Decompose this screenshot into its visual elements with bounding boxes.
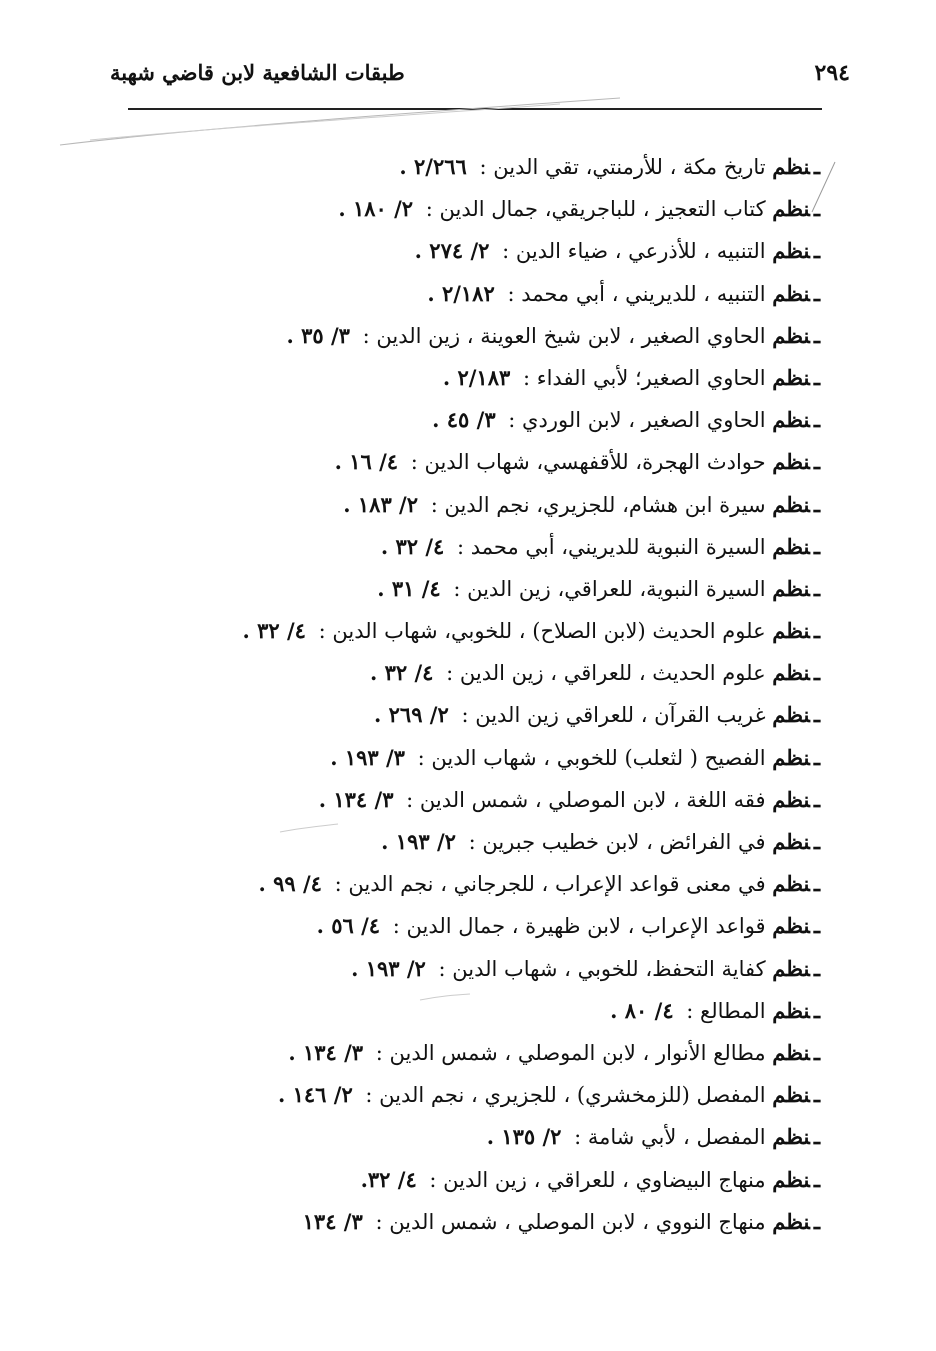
entry-reference: ٢/ ١٨٣ . <box>343 491 419 517</box>
list-item <box>100 779 820 821</box>
entry-keyword: نظم <box>772 1082 810 1108</box>
list-item <box>100 863 820 905</box>
entry-text: المطالع : <box>686 998 766 1023</box>
entry-keyword: نظم <box>772 533 810 559</box>
list-item <box>100 230 820 272</box>
running-title: طبقات الشافعية لابن قاضي شهبة <box>110 60 405 85</box>
entry-dash: ـ <box>813 829 820 854</box>
entry-reference: ٤/ ٣٢ . <box>242 618 306 644</box>
entry-text: الحاوي الصغير ، لابن شيخ العوينة ، زين الدين : <box>362 323 766 348</box>
entry-keyword: نظم <box>772 618 810 644</box>
entry-reference: ٤/ ٣١ . <box>377 575 441 601</box>
entry-text: منهاج البيضاوي ، للعراقي ، زين الدين : <box>429 1167 766 1192</box>
entry-keyword: نظم <box>772 913 810 939</box>
entry-dash: ـ <box>813 744 820 770</box>
list-item <box>100 905 820 947</box>
entry-reference: ٤/ ١٦ . <box>334 449 399 475</box>
entry-keyword: نظم <box>772 702 810 728</box>
page-number: ٢٩٤ <box>814 60 850 86</box>
entry-reference: ٢/ ١٣٥ . <box>486 1124 562 1150</box>
entry-text: الحاوي الصغير؛ لأبي الفداء : <box>522 365 766 390</box>
header-rule <box>128 108 822 110</box>
entry-reference: ٢/ ٢٧٤ . <box>414 238 490 264</box>
entry-dash: ـ <box>813 1208 820 1234</box>
entry-text: غريب القرآن ، للعراقي زين الدين : <box>461 703 766 728</box>
entry-reference: ٢/ ١٩٣ . <box>381 829 456 854</box>
entry-dash: ـ <box>813 955 820 981</box>
list-item <box>100 1159 820 1201</box>
entry-reference: ٣/ ١٣٤ . <box>288 1039 364 1065</box>
entry-text: تاريخ مكة ، للأرمنتي، تقي الدين : <box>479 155 766 179</box>
entry-keyword: نظم <box>772 744 810 770</box>
entry-reference: ٣/ ١٣٤ <box>302 1208 363 1234</box>
entry-reference: ٢/ ١٨٠ . <box>338 196 414 222</box>
entry-text: المفصل (للزمخشري) ، للجزيري ، نجم الدين : <box>365 1083 766 1108</box>
entries-list <box>100 146 820 1243</box>
list-item <box>100 188 820 230</box>
entry-keyword: نظم <box>772 1039 810 1065</box>
entry-keyword: نظم <box>772 154 810 179</box>
list-item <box>100 273 820 315</box>
list-item <box>100 1201 820 1243</box>
entry-dash: ـ <box>813 618 820 644</box>
list-item <box>100 1074 820 1116</box>
entry-text: في معنى قواعد الإعراب ، للجرجاني ، نجم الدين : <box>334 872 766 897</box>
list-item <box>100 610 820 652</box>
list-item <box>100 821 820 863</box>
list-item <box>100 1032 820 1074</box>
entry-text: فقه اللغة ، لابن الموصلي ، شمس الدين : <box>406 787 766 812</box>
entry-dash: ـ <box>813 1039 820 1065</box>
entry-reference: ٣/ ٤٥ . <box>432 407 496 433</box>
entry-reference: ٢/ ٢٦٩ . <box>374 702 449 728</box>
entry-dash: ـ <box>813 154 820 179</box>
entry-dash: ـ <box>813 449 820 475</box>
entry-text: الحاوي الصغير ، لابن الوردي : <box>508 408 766 433</box>
entry-keyword: نظم <box>772 871 810 897</box>
list-item <box>100 948 820 990</box>
entry-dash: ـ <box>813 702 820 728</box>
list-item <box>100 441 820 483</box>
entry-keyword: نظم <box>772 491 810 517</box>
entry-keyword: نظم <box>772 829 810 854</box>
entry-reference: ٣/ ١٩٣ . <box>330 744 405 770</box>
entry-dash: ـ <box>813 280 820 306</box>
list-item <box>100 399 820 441</box>
entry-keyword: نظم <box>772 1124 810 1150</box>
entry-text: في الفرائض ، لابن خطيب جبرين : <box>468 830 766 854</box>
entry-keyword: نظم <box>772 575 810 601</box>
entry-dash: ـ <box>813 322 820 348</box>
list-item <box>100 526 820 568</box>
page-header <box>110 58 850 98</box>
entry-keyword: نظم <box>772 238 810 264</box>
list-item <box>100 484 820 526</box>
entry-dash: ـ <box>813 997 820 1023</box>
entry-keyword: نظم <box>772 364 810 390</box>
entry-text: الفصيح ( لثعلب) للخوبي ، شهاب الدين : <box>417 745 766 770</box>
entry-reference: ٤/ ٨٠ . <box>610 997 674 1023</box>
entry-text: منهاج النووي ، لابن الموصلي ، شمس الدين : <box>375 1209 766 1234</box>
entry-reference: ٤/ ٣٢ . <box>380 533 445 559</box>
entry-reference: ٢/ ١٤٦ . <box>278 1082 353 1108</box>
entry-keyword: نظم <box>772 196 810 222</box>
list-item <box>100 315 820 357</box>
entry-dash: ـ <box>813 871 820 897</box>
entry-dash: ـ <box>813 786 820 812</box>
list-item <box>100 146 820 188</box>
entry-keyword: نظم <box>772 660 810 686</box>
entry-text: المفصل ، لأبي شامة : <box>574 1125 766 1150</box>
entry-keyword: نظم <box>772 407 810 433</box>
entry-keyword: نظم <box>772 322 810 348</box>
list-item <box>100 357 820 399</box>
entry-dash: ـ <box>813 660 820 686</box>
list-item <box>100 1116 820 1158</box>
list-item <box>100 694 820 736</box>
entry-keyword: نظم <box>772 1208 810 1234</box>
entry-keyword: نظم <box>772 280 810 306</box>
entry-reference: ٢/١٨٣ . <box>442 364 511 390</box>
entry-dash: ـ <box>813 1082 820 1108</box>
entry-keyword: نظم <box>772 955 810 981</box>
entry-reference: ٤/ ٣٢. <box>360 1166 417 1192</box>
list-item <box>100 652 820 694</box>
entry-text: التنبيه ، للأذرعي ، ضياء الدين : <box>502 239 766 264</box>
entry-text: علوم الحديث ، للعراقي ، زين الدين : <box>446 661 766 686</box>
entry-reference: ٤/ ٩٩ . <box>258 871 322 897</box>
entry-dash: ـ <box>813 196 820 222</box>
entry-reference: ٢/ ١٩٣ . <box>351 955 426 981</box>
entry-text: كتاب التعجيز ، للباجريقي، جمال الدين : <box>425 197 766 222</box>
entry-dash: ـ <box>813 238 820 264</box>
entry-dash: ـ <box>813 575 820 601</box>
entry-dash: ـ <box>813 913 820 939</box>
entry-dash: ـ <box>813 1124 820 1150</box>
entry-dash: ـ <box>813 491 820 517</box>
list-item <box>100 568 820 610</box>
entry-text: مطالع الأنوار ، لابن الموصلي ، شمس الدين : <box>375 1040 766 1065</box>
entry-reference: ٣/ ١٣٤ . <box>318 786 394 812</box>
entry-text: السيرة النبوية للديريني، أبي محمد : <box>456 534 766 559</box>
list-item <box>100 737 820 779</box>
entry-reference: ٤/ ٣٢ . <box>369 660 434 686</box>
entry-text: سيرة ابن هشام، للجزيري، نجم الدين : <box>430 492 766 517</box>
entry-text: كفاية التحفظ، للخوبي ، شهاب الدين : <box>438 956 766 981</box>
entry-keyword: نظم <box>772 449 810 475</box>
entry-dash: ـ <box>813 407 820 433</box>
entry-text: علوم الحديث (لابن الصلاح) ، للخوبي، شهاب الدين : <box>318 619 766 644</box>
entry-reference: ٣/ ٣٥ . <box>286 322 350 348</box>
entry-dash: ـ <box>813 364 820 390</box>
entry-keyword: نظم <box>772 997 810 1023</box>
entry-text: التنبيه ، للديريني ، أبي محمد : <box>507 281 766 306</box>
entry-reference: ٢/٢٦٦ . <box>399 154 467 179</box>
entry-reference: ٤/ ٥٦ . <box>316 913 381 939</box>
entry-text: حوادث الهجرة، للأقفهسي، شهاب الدين : <box>410 450 766 475</box>
entry-text: السيرة النبوية، للعراقي، زين الدين : <box>453 576 766 601</box>
entry-text: قواعد الإعراب ، لابن ظهيرة ، جمال الدين : <box>392 914 766 939</box>
entry-dash: ـ <box>813 1166 820 1192</box>
entry-dash: ـ <box>813 533 820 559</box>
list-item <box>100 990 820 1032</box>
entry-reference: ٢/١٨٢ . <box>427 280 495 306</box>
entry-keyword: نظم <box>772 786 810 812</box>
entry-keyword: نظم <box>772 1166 810 1192</box>
